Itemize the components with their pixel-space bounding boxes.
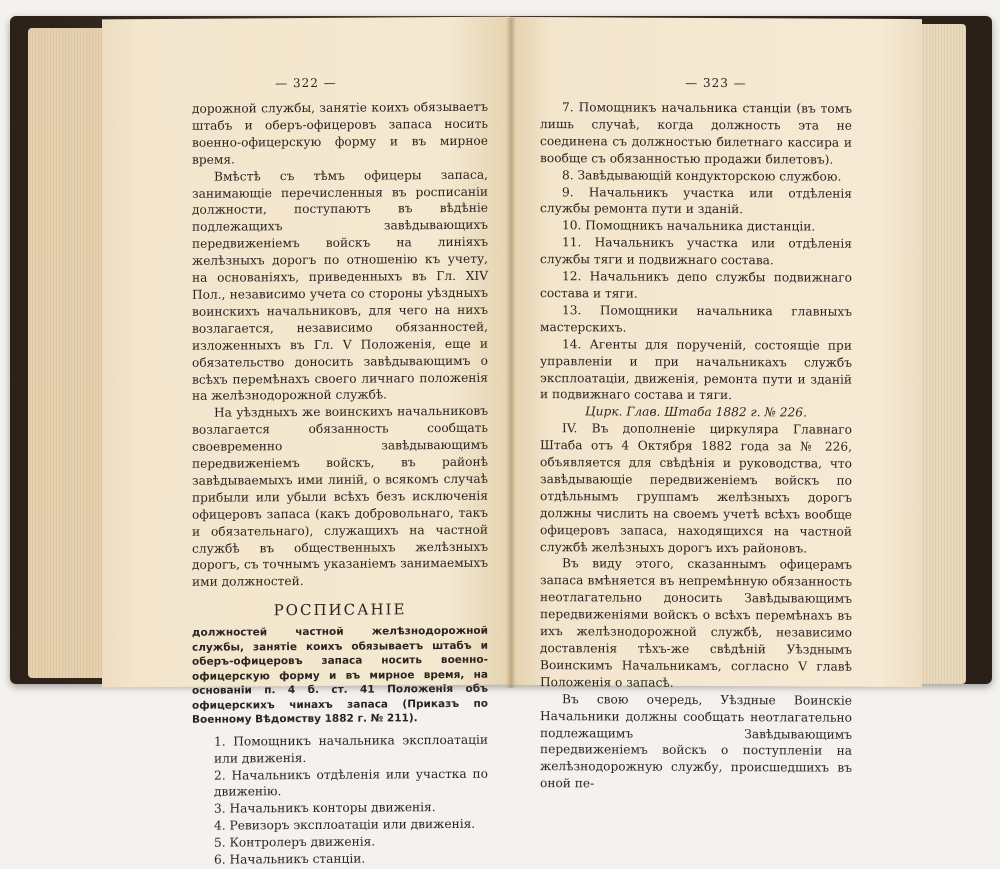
left-page-text — [102, 99, 510, 869]
citation: Цирк. Глав. Штаба 1882 г. № 226. — [585, 404, 807, 420]
list-item: 10. Помощникъ начальника дистанціи. — [562, 218, 816, 234]
right-page-text — [510, 99, 922, 794]
list-item: 2. Начальникъ отдѣленія или участка по движенію. — [214, 766, 488, 800]
list-item: 6. Начальникъ станціи. — [214, 851, 366, 867]
section-heading: РОСПИСАНІЕ — [273, 600, 407, 620]
list-item: 4. Ревизоръ эксплоатаціи или движенія. — [214, 817, 476, 833]
right-page — [510, 17, 922, 791]
page-number-right: — 323 — — [685, 75, 747, 91]
list-item: 11. Начальникъ участка или отдѣленія службы тяги и подвижнаго состава. — [540, 235, 852, 268]
positions-list-continued — [540, 99, 852, 405]
open-book — [10, 10, 992, 867]
list-item: 12. Начальникъ депо службы подвижнаго состава и тяги. — [540, 269, 852, 301]
book-gutter — [506, 18, 516, 688]
list-item: 5. Контролеръ движенія. — [214, 834, 376, 850]
paragraph: Въ свою очередь, Уѣздные Воинскіе Начальники должны сообщать неотлагательно подлежащимъ Завѣдывающимъ передвиженіемъ войскъ о поступленіи на желѣзнодорожную службу, происшедшихъ въ оной пе- — [540, 691, 852, 791]
positions-list — [192, 731, 488, 868]
list-item: 3. Начальникъ конторы движенія. — [214, 800, 436, 816]
list-item: 1. Помощникъ начальника эксплоатаціи или движенія. — [214, 732, 488, 766]
paragraph: IV. Въ дополненіе циркуляра Главнаго Штаба отъ 4 Октября 1882 года за № 226, объявляется для свѣдѣнія и руководства, что завѣдывающіе передвиженіемъ войскъ по отдѣльнымъ группамъ желѣзныхъ дорогъ должны числить на своемъ учетѣ всѣхъ вообще офицеровъ запаса, находящихся на частной службѣ желѣзныхъ дорогъ ихъ районовъ. — [540, 421, 852, 556]
paragraph: На уѣздныхъ же воинскихъ начальниковъ возлагается обязанность сообщать своевременно завѣдывающимъ передвиженіемъ войскъ, въ районѣ завѣдываемыхъ ими линій, о всякомъ случаѣ прибыли или убыли всѣхъ безъ исключенія офицеровъ запаса (какъ добровольнаго, такъ и обязательнаго), служащихъ на частной службѣ въ общественныхъ желѣзныхъ дорогъ, съ точнымъ указаніемъ занимаемыхъ ими должностей. — [192, 404, 488, 590]
paragraph: Вмѣстѣ съ тѣмъ офицеры запаса, занимающіе перечисленныя въ росписаніи должности, поступаютъ въ вѣдѣніе подлежащихъ завѣдывающихъ передвиженіемъ войскъ на линіяхъ желѣзныхъ дорогъ по отношенію къ учету, на основаніяхъ, приведенныхъ въ Гл. XIV Пол., независимо учета со стороны уѣздныхъ воинскихъ начальниковъ, для чего на нихъ возлагается, независимо обязанностей, изложенныхъ въ Гл. V Положенія, еще и обязательство доносить завѣдывающимъ о всѣхъ перемѣнахъ своего личнаго положенія на желѣзнодорожной службѣ. — [192, 167, 488, 404]
paragraph: дорожной службы, занятіе коихъ обязываетъ штабъ и оберъ-офицеровъ запаса носить военно-офицерскую форму и въ мирное время. — [192, 99, 488, 167]
left-page — [102, 17, 510, 867]
page-number-left: — 322 — — [275, 75, 337, 91]
paragraph: Въ виду этого, сказаннымъ офицерамъ запаса вмѣняется въ непремѣнную обязанность неотлагательно доносить Завѣдывающимъ передвиженіями войскъ о всѣхъ перемѣнахъ въ ихъ желѣзнодорожной службѣ, независимо доставленія тѣхъ-же свѣдѣній Уѣзднымъ Воинскимъ Начальникамъ, согласно V главѣ Положенія о запасѣ. — [540, 556, 852, 690]
section-subheading: должностей частной желѣзнодорожной службы, занятіе коихъ обязываетъ штабъ и оберъ-офицеровъ запаса носить военно-офицерскую форму и въ мирное время, на основаніи п. 4 б. ст. 41 Положенія объ офицерскихъ чинахъ запаса (Приказъ по Военному Вѣдомству 1882 г. № 211). — [192, 624, 488, 726]
list-item: 7. Помощникъ начальника станціи (въ томъ лишь случаѣ, когда должность эта не соединена съ должностью билетнаго кассира и вообще съ обязанностью продажи билетовъ). — [540, 100, 852, 167]
list-item: 8. Завѣдывающій кондукторскою службою. — [562, 167, 842, 184]
list-item: 14. Агенты для порученій, состоящіе при управленіи и при начальникахъ службъ эксплоатаціи, движенія, ремонта пути и зданій и подвижнаго состава и тяги. — [540, 336, 852, 403]
list-item: 9. Начальникъ участка или отдѣленія службы ремонта пути и зданій. — [540, 184, 852, 217]
list-item: 13. Помощники начальника главныхъ мастерскихъ. — [540, 303, 852, 335]
